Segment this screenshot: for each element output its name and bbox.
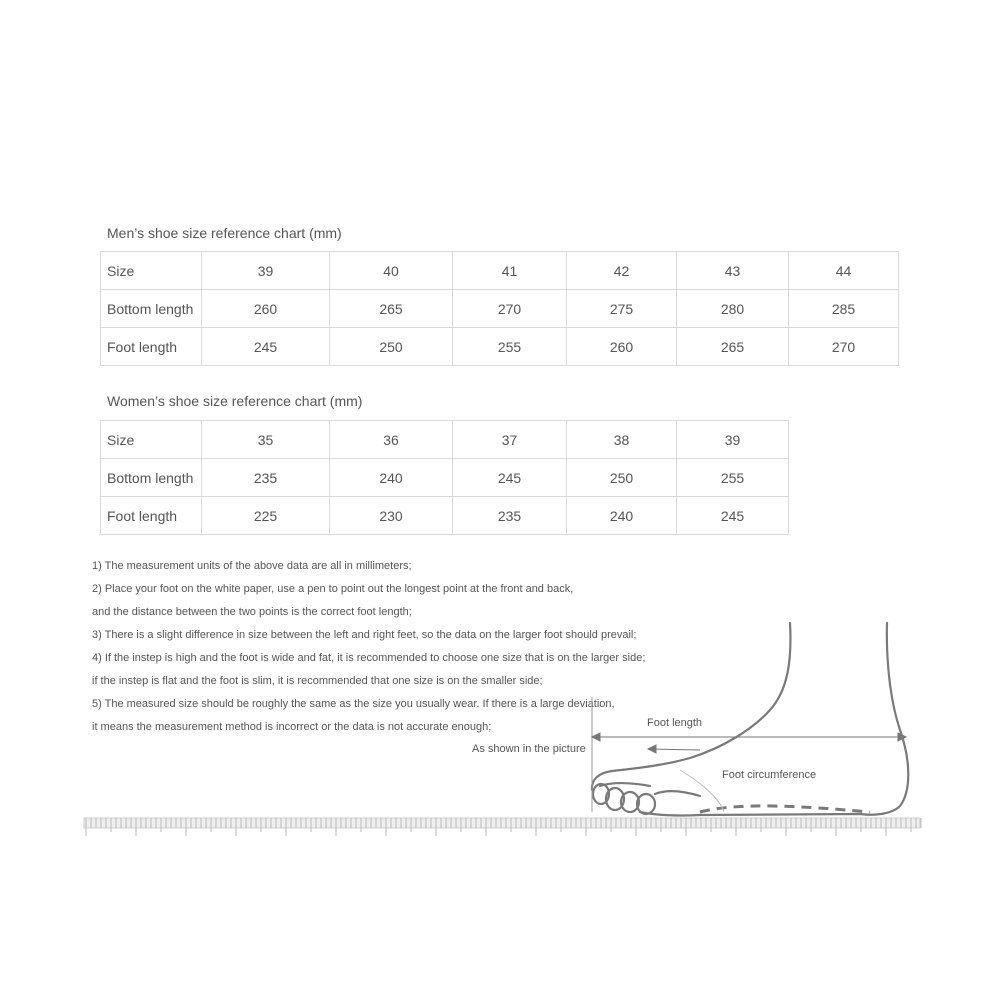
table-cell: 245 <box>202 328 330 366</box>
table-cell: 41 <box>453 252 567 290</box>
foot-length-arrow <box>592 697 906 812</box>
table-cell: 35 <box>202 421 330 459</box>
foot-outline <box>592 623 908 816</box>
table-cell: 235 <box>453 497 567 535</box>
note-line: 3) There is a slight difference in size between the left and right feet, so the data on the larger foot should prevail; <box>92 629 637 641</box>
table-cell: 235 <box>202 459 330 497</box>
table-cell: 270 <box>453 290 567 328</box>
table-cell: 36 <box>330 421 453 459</box>
note-line: 5) The measured size should be roughly the same as the size you usually wear. If there is a large deviation, <box>92 698 615 710</box>
table-cell: 42 <box>567 252 677 290</box>
foot-circumference-label: Foot circumference <box>722 769 817 781</box>
row-label: Bottom length <box>101 459 202 497</box>
as-shown-label: As shown in the picture <box>472 743 586 755</box>
note-line: 2) Place your foot on the white paper, use a pen to point out the longest point at the front and back, <box>92 583 574 595</box>
table-cell: 245 <box>453 459 567 497</box>
table-cell: 240 <box>330 459 453 497</box>
row-label: Size <box>101 421 202 459</box>
table-cell: 39 <box>202 252 330 290</box>
table-cell: 260 <box>567 328 677 366</box>
table-cell: 260 <box>202 290 330 328</box>
table-cell: 250 <box>330 328 453 366</box>
men-chart-title: Men’s shoe size reference chart (mm) <box>107 225 342 241</box>
table-cell: 38 <box>567 421 677 459</box>
table-cell: 225 <box>202 497 330 535</box>
table-cell: 37 <box>453 421 567 459</box>
table-cell: 245 <box>677 497 789 535</box>
table-cell: 44 <box>789 252 899 290</box>
table-cell: 265 <box>677 328 789 366</box>
table-cell: 40 <box>330 252 453 290</box>
table-cell: 39 <box>677 421 789 459</box>
circumference-guide <box>680 770 724 812</box>
note-line: 1) The measurement units of the above data are all in millimeters; <box>92 560 412 572</box>
table-cell: 270 <box>789 328 899 366</box>
table-cell: 250 <box>567 459 677 497</box>
note-line: if the instep is flat and the foot is slim, it is recommended that one size is on the smaller side; <box>92 675 543 687</box>
table-cell: 43 <box>677 252 789 290</box>
foot-length-label: Foot length <box>647 717 703 729</box>
table-cell: 255 <box>677 459 789 497</box>
row-label: Foot length <box>101 328 202 366</box>
row-label: Size <box>101 252 202 290</box>
row-label: Foot length <box>101 497 202 535</box>
table-cell: 275 <box>567 290 677 328</box>
table-cell: 240 <box>567 497 677 535</box>
foot-circumference-line <box>700 806 870 812</box>
note-line: and the distance between the two points is the correct foot length; <box>92 606 412 618</box>
ruler <box>84 818 921 836</box>
table-cell: 285 <box>789 290 899 328</box>
table-cell: 265 <box>330 290 453 328</box>
note-line: it means the measurement method is incorrect or the data is not accurate enough; <box>92 721 492 733</box>
table-cell: 280 <box>677 290 789 328</box>
note-line: 4) If the instep is high and the foot is wide and fat, it is recommended to choose one size that is on the larger side; <box>92 652 646 664</box>
row-label: Bottom length <box>101 290 202 328</box>
women-chart-title: Women’s shoe size reference chart (mm) <box>107 393 363 409</box>
table-cell: 255 <box>453 328 567 366</box>
table-cell: 230 <box>330 497 453 535</box>
